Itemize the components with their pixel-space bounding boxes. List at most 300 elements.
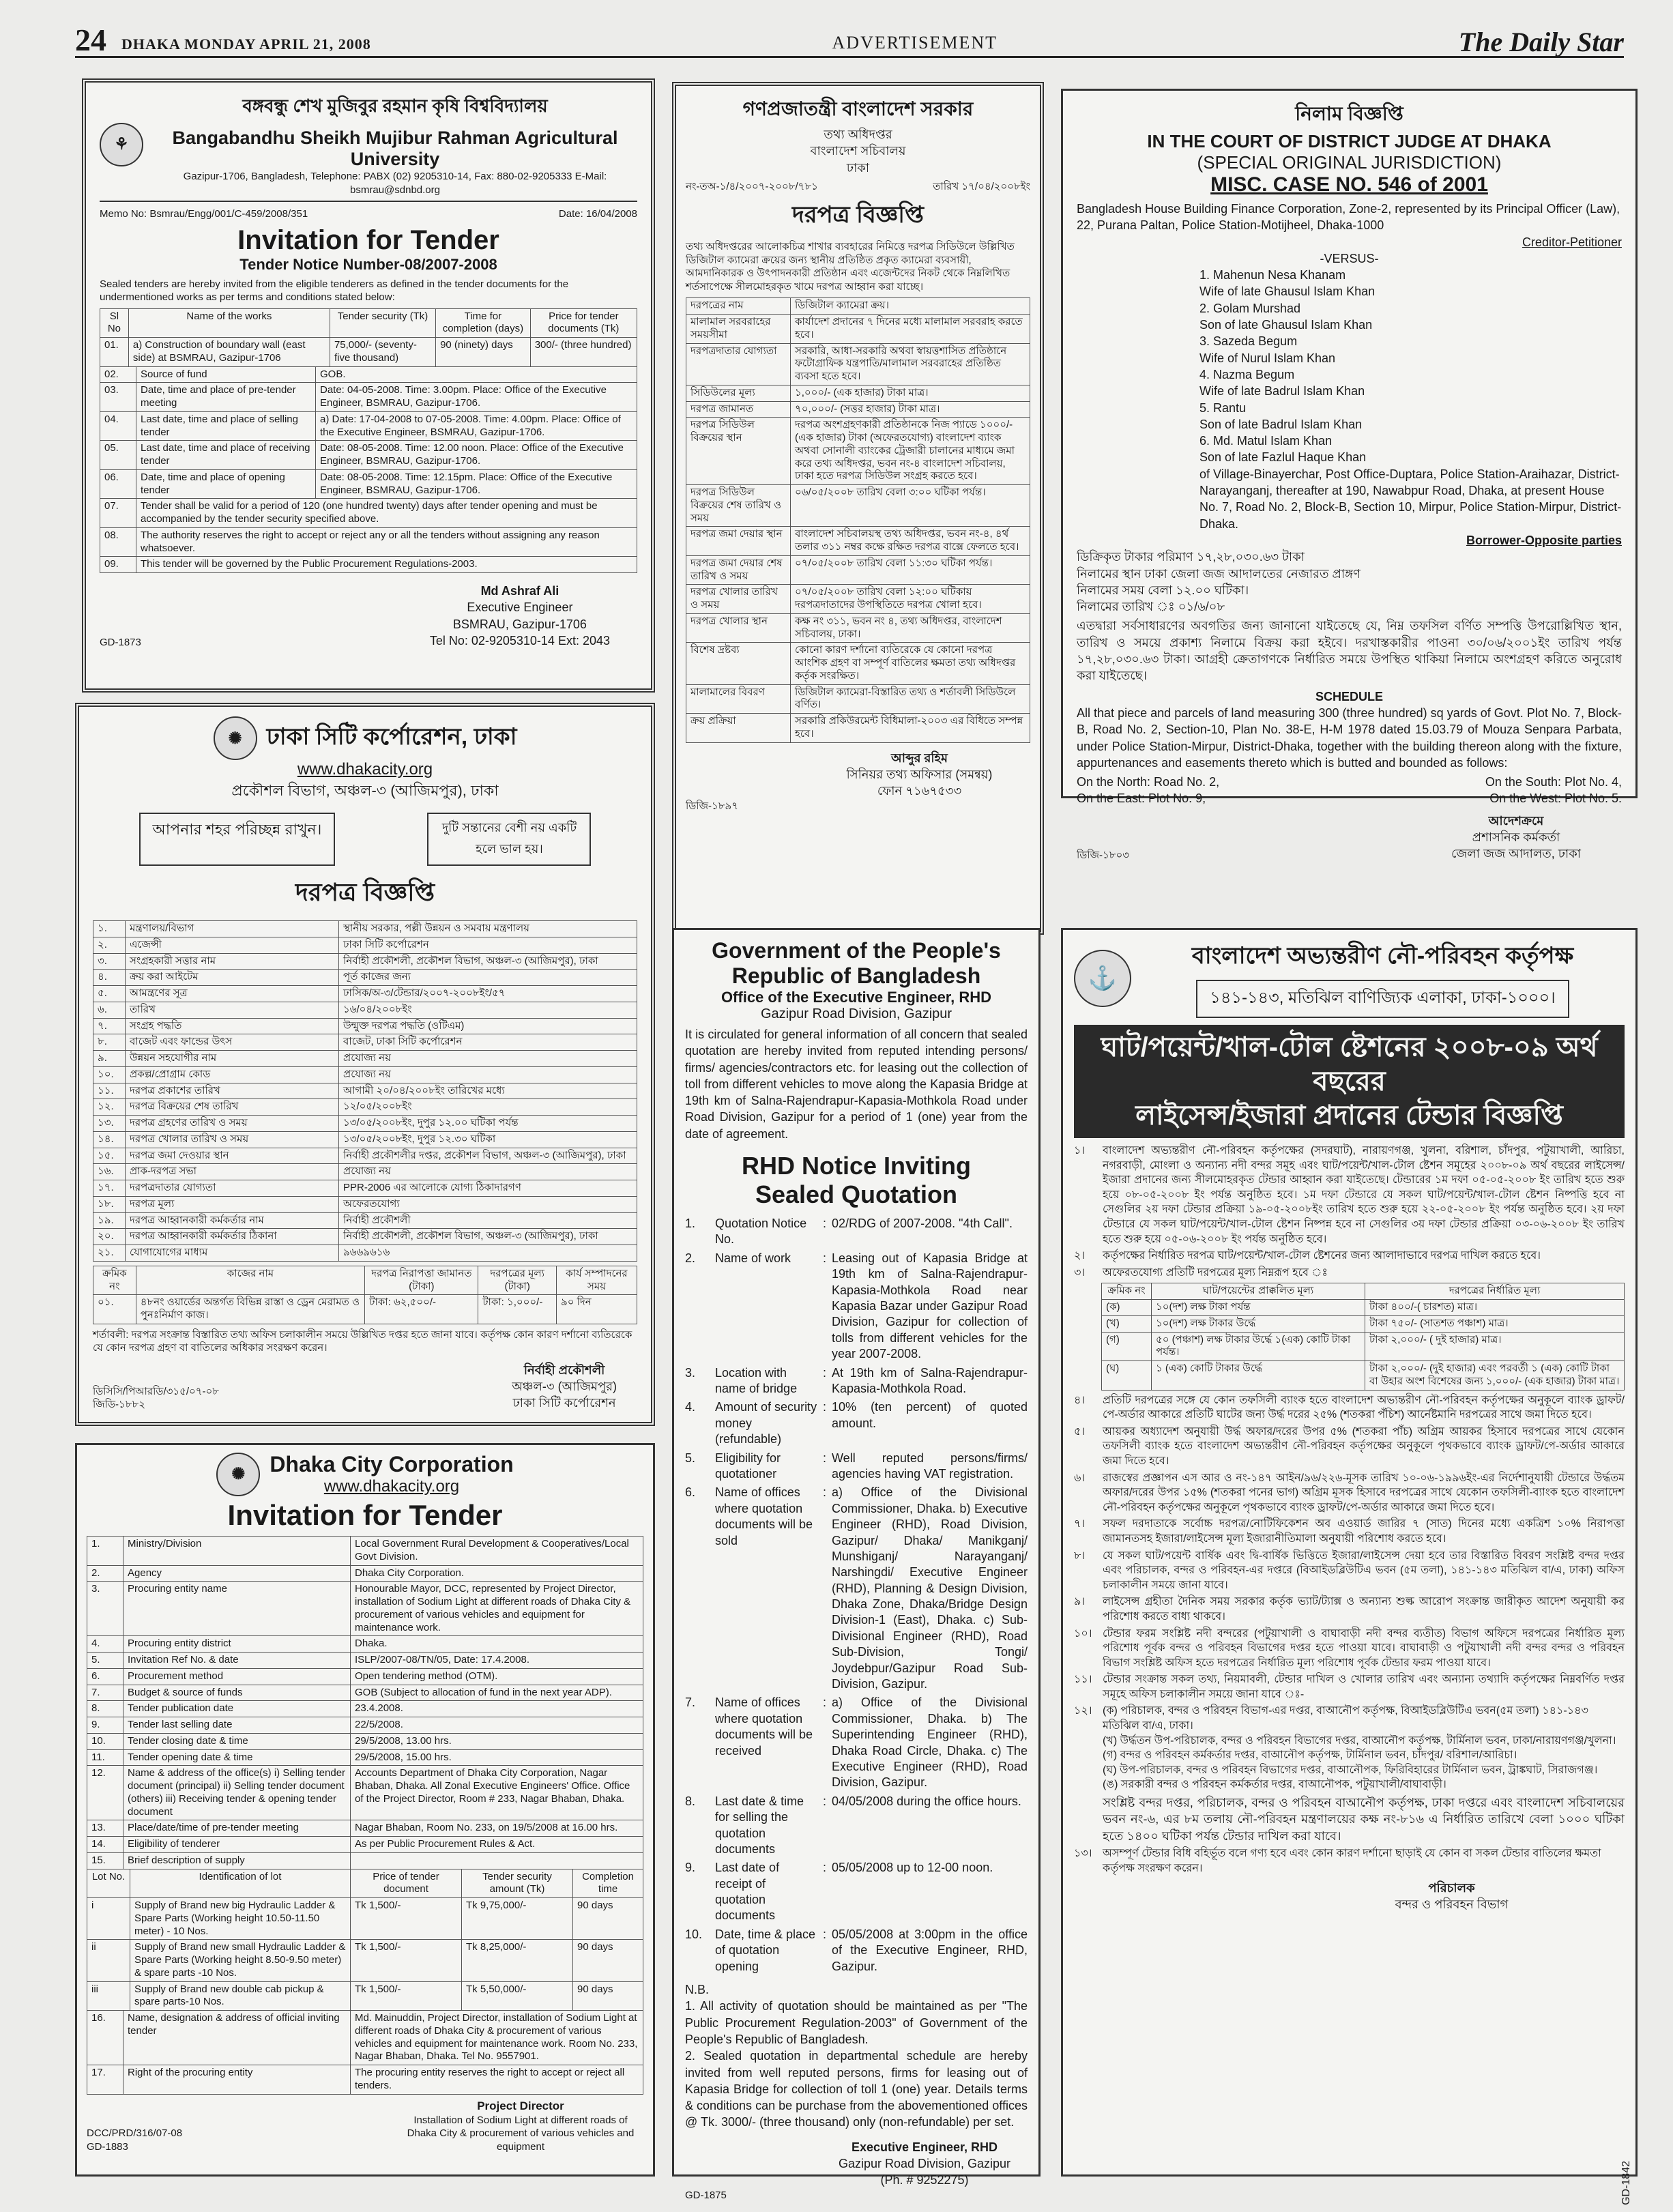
table-row [93,953,637,970]
cell: মন্ত্রণালয়/বিভাগ [126,921,339,937]
col-header: Tender security amount (Tk) [462,1869,573,1898]
tender-details-table [100,366,637,574]
item-number: ৪। [1074,1394,1086,1406]
rhd-title-2: Republic of Bangladesh [731,963,981,988]
cell: 09. [100,557,136,573]
cell: 01. [100,338,129,367]
item-label: Quotation Notice No. [715,1217,807,1247]
item-label: Last date & time for selling the quotation documents [715,1794,804,1856]
cell: ১৬/০৪/২০০৮ইং [339,1002,637,1018]
cell: বাজেট এবং ফান্ডের উৎস [126,1034,339,1051]
table-row [93,1083,637,1099]
cell: দরপত্রদাতার যোগ্যতা [686,343,791,385]
auction-line: নিলামের তারিখ ঃ ০১/৬/০৮ [1077,600,1225,614]
ad-heading-2: Sealed Quotation [755,1180,958,1209]
cell: ৫. [93,986,126,1002]
item-number: ৮। [1074,1549,1086,1562]
information-dept-tender-ad [672,82,1044,935]
versus: -VERSUS- [1320,251,1379,265]
cell: প্রকল্প/প্রোগ্রাম কোড [126,1066,339,1083]
table-row [100,338,637,367]
cell: Tk 5,50,000/- [462,1981,573,2011]
dcc-work-table [93,1266,637,1324]
bound-east: On the East: Plot No. 9, [1077,791,1206,806]
cell: ০৭/০৫/২০০৮ তারিখ বেলা ১২:০০ ঘটিকায় দরপত্রদাতাদের উপস্থিতিতে দরপত্র খোলা হবে। [791,585,1030,614]
bound-south: On the South: Plot No. 4, [1485,775,1622,789]
dcc-en-details-table [87,1536,643,1869]
item-value: 05/05/2008 at 3:00pm in the office of the Executive Engineer, RHD, Gazipur. [832,1927,1028,1973]
cell: Tender shall be valid for a period of 120 (one hundred twenty) days after tender opening and must be accompanied by the tender security specified above. [136,499,637,528]
item-number: ১৩। [1074,1847,1092,1859]
table-row [87,1733,643,1749]
signer-org: জেলা জজ আদালত, ঢাকা [1451,847,1581,861]
cell: 12. [87,1766,123,1820]
item-number: 4. [685,1400,696,1414]
cell: Supply of Brand new double cab pickup & spare parts-10 Nos. [130,1981,351,2011]
table-row [87,1668,643,1685]
table-row [686,613,1030,643]
govt-title: গণপ্রজাতন্ত্রী বাংলাদেশ সরকার [742,98,974,119]
party-line: Wife of late Badrul Islam Khan [1199,384,1365,398]
ad-heading-1: RHD Notice Inviting [741,1152,971,1180]
cell: 08. [100,527,136,557]
table-row [93,1180,637,1197]
cell: 23.4.2008. [351,1701,643,1717]
cell: ২. [93,937,126,953]
slogan-family: দুটি সন্তানের বেশী নয় একটি হলে ভাল হয়। [427,813,591,866]
table-row [100,411,637,441]
item-number: ৭। [1074,1518,1086,1530]
cell: Place/date/time of pre-tender meeting [123,1820,351,1837]
ad-code: জিডি-১৮৮২ [93,1399,145,1411]
cell: ডিজিটাল ক্যামেরা ক্রয়। [791,298,1030,315]
tender-notice-number: Tender Notice Number-08/2007-2008 [239,255,497,273]
ad-code: ডিজি-১৮৯৭ [686,800,738,812]
signer-title: নির্বাহী প্রকৌশলী [523,1363,605,1377]
cell: ১৯. [93,1212,126,1229]
signer-tel: ফোন ৭১৬৭৫৩৩ [877,784,962,798]
signer-sub: Gazipur Road Division, Gazipur [838,2157,1011,2171]
table-row [686,585,1030,614]
table-row [87,1766,643,1820]
list-item [1074,1425,1625,1469]
table-row [93,1164,637,1180]
item-number: 9. [685,1861,696,1875]
cell: 90 days [573,1981,643,2011]
govt-sub3: ঢাকা [846,160,870,175]
dcc-details-table [93,920,637,1262]
intro-text: Sealed tenders are hereby invited from the eligible tenderers as defined in the tender documents for the undermentioned works as per terms and conditions stated below: [100,278,569,303]
cell: ৮. [93,1034,126,1051]
cell: 11. [87,1749,123,1766]
dcc-website[interactable]: www.dhakacity.org [297,760,433,778]
nb-label: N.B. [685,1983,710,1997]
table-row [686,315,1030,344]
ref-number: নং-তঅ-১/৪/২০০৭-২০০৮/৭৮১ [686,180,818,192]
cell: Open tendering method (OTM). [351,1668,643,1685]
table-row [87,1653,643,1669]
item-label: Name of offices where quotation documents will be sold [715,1485,813,1547]
item-value: a) Office of the Divisional Commissioner, Dhaka. b) Executive Engineer (RHD), Road Division, Gazipur/ Dhaka/ Manikganj/ Munshiganj/ Narayanganj/ Narshingdi/ Executive Engineer (RHD), Planning & Design Division, Dhaka Zone, Dhaka/Bridge Design Division-1 (East), Dhaka. c) Sub-Divisional Engineer (RHD), Road Sub-Division, Tongi/ Joydebpur/Gazipur Road Sub-Division, Gazipur. [832,1485,1028,1691]
cell: Invitation Ref No. & date [123,1653,351,1669]
cell: 75,000/- (seventy-five thousand) [330,338,435,367]
cell: ১ (এক) কোটি টাকার উর্দ্ধে [1152,1361,1365,1391]
cell: 1. [87,1537,123,1566]
cell: ISLP/2007-08/TN/05, Date: 17.4.2008. [351,1653,643,1669]
cell: 7. [87,1685,123,1701]
dcc-website[interactable]: www.dhakacity.org [323,1477,460,1496]
item-label: Location with name of bridge [715,1365,798,1395]
table-row [93,986,637,1002]
office-item: (ঘ) উপ-পরিচালক, বন্দর ও পরিবহন বিভাগের দপ্তর, বাআনৌপক, ফিরিবিহারের টার্মিনাল ভবন, ট্রাঙ্কঘাট, সিরাজগঞ্জ। [1103,1764,1598,1776]
cell: Honourable Mayor, DCC, represented by Project Director, installation of Sodium Light at different roads of Dhaka City & procurement of various vehicles and equipment for maintenance work. [351,1582,643,1636]
item-number: 6. [685,1485,696,1500]
ref-number: ডিসিসি/পিআরডি/৩১৫/০৭-০৮ [93,1385,219,1397]
table-row [93,1295,637,1324]
cell: Ministry/Division [123,1537,351,1566]
signer-org: BSMRAU, Gazipur-1706 [452,617,587,631]
item-colon: : [823,1451,827,1465]
item-number: 1. [685,1217,696,1231]
list-item [685,1860,1028,1924]
table-row [100,469,637,499]
university-name-bn: বঙ্গবন্ধু শেখ মুজিবুর রহমান কৃষি বিশ্ববিদ্যালয় [242,96,548,116]
item-value: Leasing out of Kapasia Bridge at 19th km of Salna-Rajendrapur-Kapasia-Mothkola Road near Kapasia Bazar under Gazipur Road Division, Gazipur for collection of tolls from different vehicles for the year 2007-2008. [832,1251,1028,1361]
petitioner-label: Creditor-Petitioner [1522,235,1622,249]
list-item [685,1695,1028,1790]
col-header: ক্রমিক নং [93,1266,136,1295]
cell: ১৬. [93,1164,126,1180]
item-text: টেন্ডার ফরম সংশ্লিষ্ট নদী বন্দরের (পটুয়াখালী ও বাঘাবাড়ী নদী বন্দর ব্যতীত) বিভাগ অফিসে দরপত্রের নির্ধারিত মূল্য পরিশোধ পূর্বক বন্দর ও পরিবহন বিভাগের দপ্তর হতে পাওয়া যাবে। বাঘাবাড়ী ও পটুয়াখালী নদী বন্দর বন্দর ও পরিবহন বিভাগ সংশ্লিষ্ট অফিস হতে দরপত্রের নির্ধারিত মূল্য পরিশোধ পূর্বক টেন্ডার ফরম পাওয়া যাবে। [1103,1627,1625,1669]
cell: Md. Mainuddin, Project Director, installation of Sodium Light at different roads of Dhaka City & procurement of various vehicles and equipment for maintenance work. Room No. 233, Nagar Bhaban, Dhaka. Tel No. 9557901. [351,2011,643,2065]
opposite-label: Borrower-Opposite parties [1466,533,1622,547]
cell: নির্বাহী প্রকৌশলী, প্রকৌশল বিভাগ, অঞ্চল-৩ (আজিমপুর), ঢাকা [339,953,637,970]
cell: ১২. [93,1099,126,1116]
item-number: ২। [1074,1250,1086,1262]
item-number: 3. [685,1365,696,1380]
table-row [686,401,1030,418]
cell: ১৩/০৫/২০০৮ইং, দুপুর ১২.৩০ ঘটিকা [339,1131,637,1148]
cell: ১৩/০৫/২০০৮ইং, দুপুর ১২.০০ ঘটিকা পর্যন্ত [339,1116,637,1132]
table-row [87,1701,643,1717]
signer-sub: বন্দর ও পরিবহন বিভাগ [1395,1897,1509,1912]
cell: দরপত্র সিডিউল বিক্রয়ের শেষ তারিখ ও সময় [686,485,791,527]
cell: দরপত্র জমা দেয়ার স্থান [686,527,791,556]
cell: 90 days [573,1898,643,1940]
newspaper-name: The Daily Star [1458,27,1624,57]
cell: ২০. [93,1229,126,1245]
table-row [87,1636,643,1653]
item-text: অসম্পূর্ণ টেন্ডার বিধি বহির্ভূত বলে গণ্য হবে এবং কোন কারণ দর্শানো ছাড়াই যে কোন বা সকল টেন্ডার বাতিলের ক্ষমতা কর্তৃপক্ষ সংরক্ষণ করেন। [1103,1847,1601,1874]
cell: কক্ষ নং ৩১১, ভবন নং ৪, তথ্য অধিদপ্তর, বাংলাদেশ সচিবালয়, ঢাকা। [791,613,1030,643]
petitioner: Bangladesh House Building Finance Corporation, Zone-2, represented by its Principal Officer (Law), 22, Purana Paltan, Police Station-Motijheel, Dhaka-1000 [1077,202,1620,233]
biwta-tender-ad [1061,928,1638,2205]
item-label: Date, time & place of quotation opening [715,1927,816,1973]
cell: a) Date: 17-04-2008 to 07-05-2008. Time: 4.00pm. Place: Office of the Executive Engineer, BSMRAU, Gazipur-1706. [316,411,637,441]
cell: Eligibility of tenderer [123,1837,351,1853]
cell: দরপত্র বিক্রয়ের শেষ তারিখ [126,1099,339,1116]
biwta-address: ১৪১-১৪৩, মতিঝিল বাণিজ্যিক এলাকা, ঢাকা-১০০০। [1196,980,1569,1018]
item-label: Name of offices where quotation documents will be received [715,1696,813,1758]
cell: iii [87,1981,130,2011]
cell: Local Government Rural Development & Cooperatives/Local Govt Division. [351,1537,643,1566]
cell: Dhaka City Corporation. [351,1565,643,1582]
table-row [87,1717,643,1734]
item-value: At 19th km of Salna-Rajendrapur-Kapasia-Mothkola Road. [832,1365,1028,1395]
item-text: বাংলাদেশ অভ্যন্তরীণ নৌ-পরিবহন কর্তৃপক্ষের (সদরঘাট), নারায়ণগঞ্জ, খুলনা, বরিশাল, চাঁদপুর, পটুয়াখালী, আরিচা, নগরবাড়ী, মোংলা ও অন্যান্য নদী বন্দর সমূহ এবং ঘাট/পয়েন্ট/খাল-টোল ষ্টেশন সমূহের ২০০৮-০৯ অর্থ বছরের লাইসেন্স/ইজারা প্রদানের জন্য সীলমোহরকৃত টেন্ডার আহ্বান করা যাইতেছে। টেন্ডারের ১ম দফা ০৫-০৫-২০০৮ ইং তারিখ হতে শুরু হয়ে ০৮-০৫-২০০৮ ইং পর্যন্ত অনুষ্ঠিত হবে। ১ম দফা টেন্ডারে যে সকল ঘাট/পয়েন্ট/খাল-টোল ষ্টেশন নিষ্পত্তি হবে না সেগুলির ২য় দফা টেন্ডার প্রক্রিয়া ১৯-০৫-২০০৮ইং তারিখ হতে শুরু হয়ে ২২-০৫-২০০৮ ইং পর্যন্ত অনুষ্ঠিত হবে। ২য় দফা টেন্ডারে যে সকল ঘাট/পয়েন্ট/খাল-টোল ষ্টেশন নিষ্পন্ন হবে না সেগুলির ৩য় দফা টেন্ডার প্রক্রিয়া ০৩-০৬-২০০৮ ইং তারিখ হতে শুরু হয়ে ০৫-০৬-২০০৮ ইং পর্যন্ত অনুষ্ঠিত হবে। [1103,1145,1625,1245]
cell: ৪. [93,970,126,986]
item-colon: : [823,1861,827,1875]
bsmrau-tender-ad [82,78,655,693]
cell [351,1852,643,1869]
cell: 29/5/2008, 15.00 hrs. [351,1749,643,1766]
govt-sub1: তথ্য অধিদপ্তর [824,128,892,141]
ad-heading: Invitation for Tender [237,224,499,255]
item-number: 2. [685,1251,696,1265]
item-number: ১১। [1074,1674,1092,1686]
signer-tel: Tel No: 02-9205310-14 Ext: 2043 [429,633,610,647]
table-row [87,2065,643,2095]
list-item [1074,1517,1625,1546]
cell: Tk 9,75,000/- [462,1898,573,1940]
cell: দরপত্র প্রকাশের তারিখ [126,1083,339,1099]
col-header: Tender security (Tk) [330,308,435,338]
item-value: 02/RDG of 2007-2008. "4th Call". [832,1217,1013,1231]
cell: দরপত্র গ্রহণের তারিখ ও সময় [126,1116,339,1132]
table-row [686,343,1030,385]
court-auction-ad [1061,89,1638,862]
court-subtitle: (SPECIAL ORIGINAL JURISDICTION) [1197,152,1502,173]
cell: নির্বাহী প্রকৌশলীর দপ্তর, প্রকৌশল বিভাগ, অঞ্চল-৩ (আজিমপুর), ঢাকা [339,1148,637,1164]
table-row [93,1099,637,1116]
table-row [1102,1300,1625,1316]
item-colon: : [823,1927,827,1941]
biwta-clauses [1074,1144,1625,1280]
party-line: of Village-Binayerchar, Post Office-Duptara, Police Station-Araihazar, District-Narayanganj, thereafter at 190, Nawabpur Road, Dhaka, at present House No. 7, Road No. 2, Block-B, Section 10, Mirpur, Police Station-Mirpur, District-Dhaka. [1199,467,1622,531]
cell: 04. [100,411,136,441]
table-row [686,684,1030,714]
signer-tel: (Ph. # 9252275) [880,2173,969,2187]
col-header: Name of the works [128,308,330,338]
table-row [87,1749,643,1766]
university-logo-icon: ⚘ [100,123,143,166]
cell: ডিজিটাল ক্যামেরা-বিস্তারিত তথ্য ও শর্তাবলী সিডিউলে বর্ণিত। [791,684,1030,714]
cell: ক্রয় প্রক্রিয়া [686,714,791,743]
cell: 06. [100,469,136,499]
cell: 2. [87,1565,123,1582]
cell: ২১. [93,1245,126,1262]
party-line: 3. Sazeda Begum [1199,334,1298,349]
cell: Dhaka. [351,1636,643,1653]
signer-name: আব্দুর রহিম [890,751,948,765]
office-item: (ক) পরিচালক, বন্দর ও পরিবহন বিভাগ-এর দপ্তর, বাআনৌপ কর্তৃপক্ষ, বিআইডব্লিউটিএ ভবন(৫ম তলা) ১৪১-১৪৩ মতিঝিল বা/এ, ঢাকা। [1103,1705,1588,1732]
item-colon: : [823,1485,827,1500]
cell: 22/5/2008. [351,1717,643,1734]
item-text: রাজস্বের প্রজ্ঞাপন এস আর ও নং-১৪৭ আইন/৯৬/২২৬-মূসক তারিখ ১০-০৬-১৯৯৬ইং-এর নির্দেশানুযায়ী টেন্ডারে উর্দ্ধতম অফার/দরের উপর ১৫% (শতকরা পনের ভাগ) অগ্রিম মূসক হিসাবে দরপত্রের সাথে যেকোন তফসিলী-ব্যাংক হতে বাংলাদেশ নৌ-পরিবহন কর্তৃপক্ষের অনুকূলে পৃথকভাবে ব্যাংক ড্রাফট/পে-অর্ডার আকারে জমা দিতে হবে। [1103,1472,1625,1513]
cell: সংগ্রহ পদ্ধতি [126,1018,339,1034]
cell: ৯৬৬৯৬১৬ [339,1245,637,1262]
cell: ১১. [93,1083,126,1099]
cell: টাকা ৪০০/-( চারশত) মাত্র। [1365,1300,1625,1316]
auction-line: নিলামের সময় বেলা ১২.০০ ঘটিকা। [1077,583,1249,597]
cell: বাংলাদেশ সচিবালয়স্থ তথ্য অধিদপ্তর, ভবন নং-৪, ৪র্থ তলার ৩১১ নম্বর কক্ষে রক্ষিত দরপত্র বাক্সে ফেলতে হবে। [791,527,1030,556]
cell: ১,০০০/- (এক হাজার) টাকা মাত্র। [791,385,1030,401]
cell: ১৫. [93,1148,126,1164]
item-label: Eligibility for quotationer [715,1451,781,1481]
cell: The authority reserves the right to accept or reject any or all the tenders without assigning any reason whatsoever. [136,527,637,557]
govt-details-table [686,297,1030,742]
cell: স্থানীয় সরকার, পল্লী উন্নয়ন ও সমবায় মন্ত্রণালয় [339,921,637,937]
rhd-quotation-ad [672,928,1041,2201]
cell: ৫০ (পঞ্চাশ) লক্ষ টাকার উর্দ্ধে ১(এক) কোটি টাকা পর্যন্ত। [1152,1332,1365,1361]
table-row [93,1018,637,1034]
cell: 14. [87,1837,123,1853]
cell: ৯. [93,1051,126,1067]
rhd-title-1: Government of the People's [712,938,1001,963]
table-row [93,1131,637,1148]
party-line: 4. Nazma Begum [1199,367,1295,381]
cell: Tk 8,25,000/- [462,1940,573,1981]
auction-notice: এতদ্বারা সর্বসাধারণের অবগতির জন্য জানানো যাইতেছে যে, নিম্ন তফসিল বর্ণিত সম্পত্তি উপরোল্লিখিত স্থান, তারিখ ও সময়ে প্রকাশ্য নিলামে বিক্রয় করা হইবে। দরখাস্তকারীর পাওনা ৩০/০৬/২০০১ইং তারিখ পর্যন্ত ১৭,২৮,০৩০.৬৩ টাকা। আগ্রহী ক্রেতাগণকে নির্ধারিত সময়ে উপস্থিত থাকিয়া নিলামে অংশগ্রহণ করিতে অনুরোধ করা যাইতেছে। [1077,619,1622,683]
cell: 05. [100,441,136,470]
memo-number: Memo No: Bsmrau/Engg/001/C-459/2008/351 [100,208,308,220]
cell: 29/5/2008, 13.00 hrs. [351,1733,643,1749]
cell: অফেরতযোগ্য [339,1196,637,1212]
table-row [93,937,637,953]
dcc-logo-icon: ✺ [216,1453,260,1496]
signer-title: প্রশাসনিক কর্মকর্তা [1472,830,1560,844]
table-row [1102,1361,1625,1391]
table-row [87,1837,643,1853]
col-header: দরপত্রের মূল্য (টাকা) [478,1266,557,1295]
cell: 3. [87,1582,123,1636]
cell: টাকা ৭৫০/- (সাতশত পঞ্চাশ) মাত্র। [1365,1315,1625,1332]
cell: দরপত্রদাতার যোগ্যতা [126,1180,339,1197]
cell: ১৪. [93,1131,126,1148]
auction-title-bn: নিলাম বিজ্ঞপ্তি [1295,103,1403,124]
signer-title: Executive Engineer, RHD [851,2140,998,2154]
list-item [685,1216,1028,1248]
auction-details [1077,549,1622,615]
signer-title: Project Director [477,2099,564,2112]
signer-sub: Installation of Sodium Light at different roads of Dhaka City & procurement of various vehicles and equipment [407,2114,635,2153]
cell: ii [87,1940,130,1981]
cell: Date, time and place of pre-tender meeting [136,383,316,412]
party-line: Son of late Fazlul Haque Khan [1199,450,1367,465]
opposite-parties [1077,267,1622,532]
cell: Procurement method [123,1668,351,1685]
cell: Tender opening date & time [123,1749,351,1766]
col-header: কাজের নাম [136,1266,365,1295]
cell: Nagar Bhaban, Room No. 233, on 19/5/2008 at 16.00 hrs. [351,1820,643,1837]
list-item [1074,1672,1625,1702]
item-value: a) Office of the Divisional Commissioner, Dhaka. b) The Superintending Engineer (RHD), Dhaka Road Circle, Dhaka. c) The Executive Engineer (RHD), Road Division, Gazipur. [832,1696,1028,1790]
item-number: 7. [685,1696,696,1710]
banner-line-1: ঘাট/পয়েন্ট/খাল-টোল ষ্টেশনের ২০০৮-০৯ অর্থ বছরের [1101,1032,1598,1096]
masthead [75,20,1624,58]
list-item [1074,1266,1625,1281]
cell: Tk 1,500/- [351,1940,462,1981]
table-row [686,527,1030,556]
item-text: প্রতিটি দরপত্রের সঙ্গে যে কোন তফসিলী ব্যাংক হতে বাংলাদেশ অভ্যন্তরীণ নৌ-পরিবহন কর্তৃপক্ষের অনুকূলে ব্যাংক ড্রাফট/পে-অর্ডার আকারে প্রতিটি ঘাটের জন্য উর্দ্ধ দরের ২৫% (শতকরা পঁচিশ) আর্নেষ্টমানি দরপত্রের সাথে জমা দিতে হবে। [1103,1394,1625,1421]
tender-banner [1074,1025,1625,1138]
cell: মালামাল সরবরাহের সময়সীমা [686,315,791,344]
signer-sub: অঞ্চল-৩ (আজিমপুর) [512,1380,617,1394]
table-row [93,1245,637,1262]
cell: ০১. [93,1295,136,1324]
cell: ১০(দশ) লক্ষ টাকা পর্যন্ত [1152,1300,1365,1316]
cell: বাজেট, ঢাকা সিটি কর্পোরেশন [339,1034,637,1051]
list-item [1074,1393,1625,1423]
signer-name: Md Ashraf Ali [480,584,559,598]
dcc-en-details-table-2 [87,2010,643,2095]
party-line: 6. Md. Matul Islam Khan [1199,434,1333,448]
item-value: 10% (ten percent) of quoted amount. [832,1400,1028,1430]
item-value: 05/05/2008 up to 12-00 noon. [832,1861,993,1875]
cell: (খ) [1102,1315,1152,1332]
cell: Date: 08-05-2008. Time: 12.00 noon. Place: Office of the Executive Engineer, BSMRAU, Gazipur-1706. [316,441,637,470]
list-item [1074,1595,1625,1624]
cell: The procuring entity reserves the right to accept or reject all tenders. [351,2065,643,2095]
cell: দরপত্র আহ্বানকারী কর্মকর্তার নাম [126,1212,339,1229]
party-line: 2. Golam Murshad [1199,301,1301,315]
list-item [1074,1627,1625,1671]
list-item [1074,1471,1625,1515]
table-row [93,1148,637,1164]
signer-title: সিনিয়র তথ্য অফিসার (সমন্বয়) [846,767,993,781]
col-header: দরপত্র নিরাপত্তা জামানত (টাকা) [365,1266,478,1295]
cell: ১০. [93,1066,126,1083]
list-item [1074,1144,1625,1247]
biwta-logo-icon: ⚓ [1074,950,1131,1007]
cell: Supply of Brand new small Hydraulic Ladder & Spare Parts (Working height 8.50-9.50 meter) & spare parts -10 Nos. [130,1940,351,1981]
cell: ১৮. [93,1196,126,1212]
dcc-title: Dhaka City Corporation [270,1452,514,1476]
cell: Date: 04-05-2008. Time: 3.00pm. Place: Office of the Executive Engineer, BSMRAU, Gazipur-1706. [316,383,637,412]
cell: a) Construction of boundary wall (east side) at BSMRAU, Gazipur-1706 [128,338,330,367]
intro-text: It is circulated for general information of all concern that sealed quotation are hereby invited from reputed intending persons/ firms/ agencies/contractors etc. for leasing out the collection of toll from different vehicles to move along the Kapasia Bridge at 19th km of Salna-Rajendrapur-Kapasia-Mothkola Road under Road Division, Gazipur for a period of 1 (one) year from the date of agreement. [685,1028,1028,1141]
ref-number: DCC/PRD/316/07-08 [87,2127,183,2140]
party-line: Wife of late Ghausul Islam Khan [1199,285,1376,299]
cell: Budget & source of funds [123,1685,351,1701]
cell: Right of the procuring entity [123,2065,351,2095]
table-row [100,441,637,470]
cell: GOB. [316,366,637,383]
cell: দরপত্র জমা দেওয়ার স্থান [126,1148,339,1164]
item-number: 10. [685,1927,703,1941]
cell: Tk 1,500/- [351,1981,462,2011]
cell: Tender publication date [123,1701,351,1717]
item-number: ৩। [1074,1266,1086,1279]
table-row [686,418,1030,485]
cell: প্রযোজ্য নয় [339,1066,637,1083]
table-row [1102,1315,1625,1332]
table-row [686,714,1030,743]
ad-heading: দরপত্র বিজ্ঞপ্তি [295,878,435,906]
item-number: 5. [685,1451,696,1465]
col-header: ঘাট/পয়েন্টের প্রাক্কলিত মূল্য [1152,1283,1365,1300]
item-colon: : [823,1794,827,1808]
schedule-text: All that piece and parcels of land measuring 300 (three hundred) sq yards of Govt. Plot No. 7, Block-B, Road No. 2, Section-10, Plan No. 38-E, H-M 1978 dated 15.03.79 of Mouza Senpara Parbata, under Police Station-Mirpur, District-Dhaka, together with the building thereon along with the fixture, appurtenances and easements thereto which is butted and bounded as follows: [1077,705,1622,770]
item-colon: : [823,1400,827,1414]
cell: 17. [87,2065,123,2095]
cell: মালামালের বিবরণ [686,684,791,714]
bound-north: On the North: Road No. 2, [1077,775,1220,789]
cell: As per Public Procurement Rules & Act. [351,1837,643,1853]
cell: 5. [87,1653,123,1669]
table-row [93,1229,637,1245]
list-item [1074,1846,1625,1876]
